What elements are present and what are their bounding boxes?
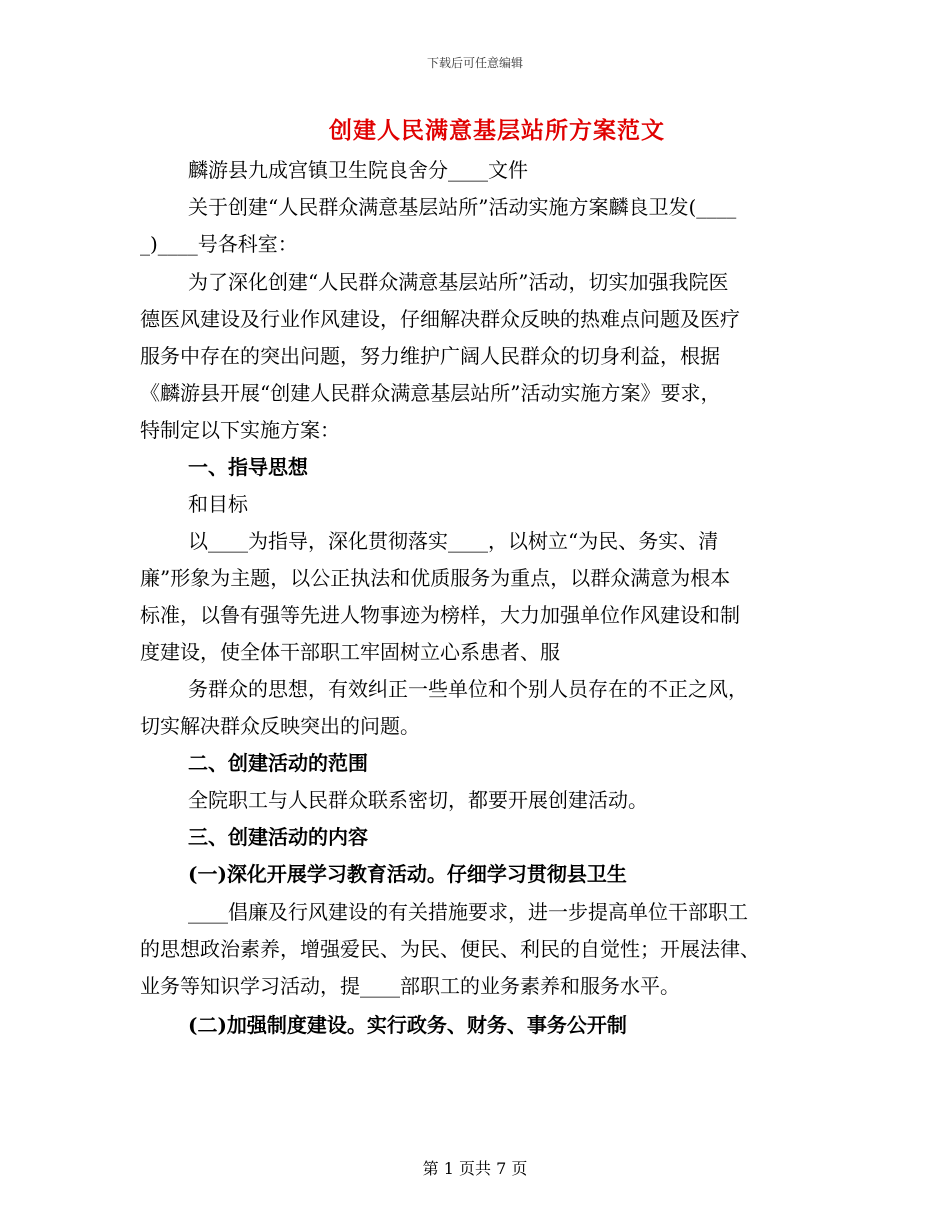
doc-line: 德医风建设及行业作风建设，仔细解决群众反映的热难点问题及医疗	[140, 307, 740, 331]
doc-line: 业务等知识学习活动，提____部职工的业务素养和服务水平。	[140, 974, 680, 998]
subsection-heading: (一)深化开展学习教育活动。仔细学习贯彻县卫生	[188, 862, 627, 886]
doc-line: 标准，以鲁有强等先进人物事迹为榜样，大力加强单位作风建设和制	[140, 603, 740, 627]
doc-line: 切实解决群众反映突出的问题。	[140, 714, 420, 738]
doc-line: 廉”形象为主题，以公正执法和优质服务为重点，以群众满意为根本	[140, 566, 731, 590]
section-heading: 三、创建活动的内容	[188, 825, 368, 849]
doc-line: 为了深化创建“人民群众满意基层站所”活动，切实加强我院医	[188, 270, 729, 294]
doc-line: 关于创建“人民群众满意基层站所”活动实施方案麟良卫发(____	[188, 195, 737, 219]
doc-line: 以____为指导，深化贯彻落实____，以树立“为民、务实、清	[188, 529, 719, 553]
document-title: 创建人民满意基层站所方案范文	[329, 117, 665, 144]
section-heading: 一、指导思想	[188, 455, 308, 479]
doc-line: 的思想政治素养，增强爱民、为民、便民、利民的自觉性；开展法律、	[140, 937, 760, 961]
doc-line: 特制定以下实施方案：	[140, 418, 340, 442]
page-footer: 第 1 页共 7 页	[422, 1159, 528, 1178]
subsection-heading: (二)加强制度建设。实行政务、财务、事务公开制	[188, 1013, 627, 1037]
doc-line: 度建设，使全体干部职工牢固树立心系患者、服	[140, 640, 560, 664]
doc-line: 务群众的思想，有效纠正一些单位和个别人员存在的不正之风，	[188, 677, 748, 701]
doc-line: 服务中存在的突出问题，努力维护广阔人民群众的切身利益，根据	[140, 344, 720, 368]
section-heading: 二、创建活动的范围	[188, 751, 368, 775]
header-note: 下载后可任意编辑	[426, 56, 523, 70]
doc-line: 和目标	[188, 492, 248, 516]
doc-line: 《麟游县开展“创建人民群众满意基层站所”活动实施方案》要求，	[140, 381, 721, 405]
doc-line: _)____号各科室：	[140, 232, 298, 256]
doc-line: 全院职工与人民群众联系密切，都要开展创建活动。	[188, 788, 648, 812]
doc-line: 麟游县九成宫镇卫生院良舍分____文件	[188, 158, 528, 182]
doc-line: ____倡廉及行风建设的有关措施要求，进一步提高单位干部职工	[188, 900, 748, 924]
